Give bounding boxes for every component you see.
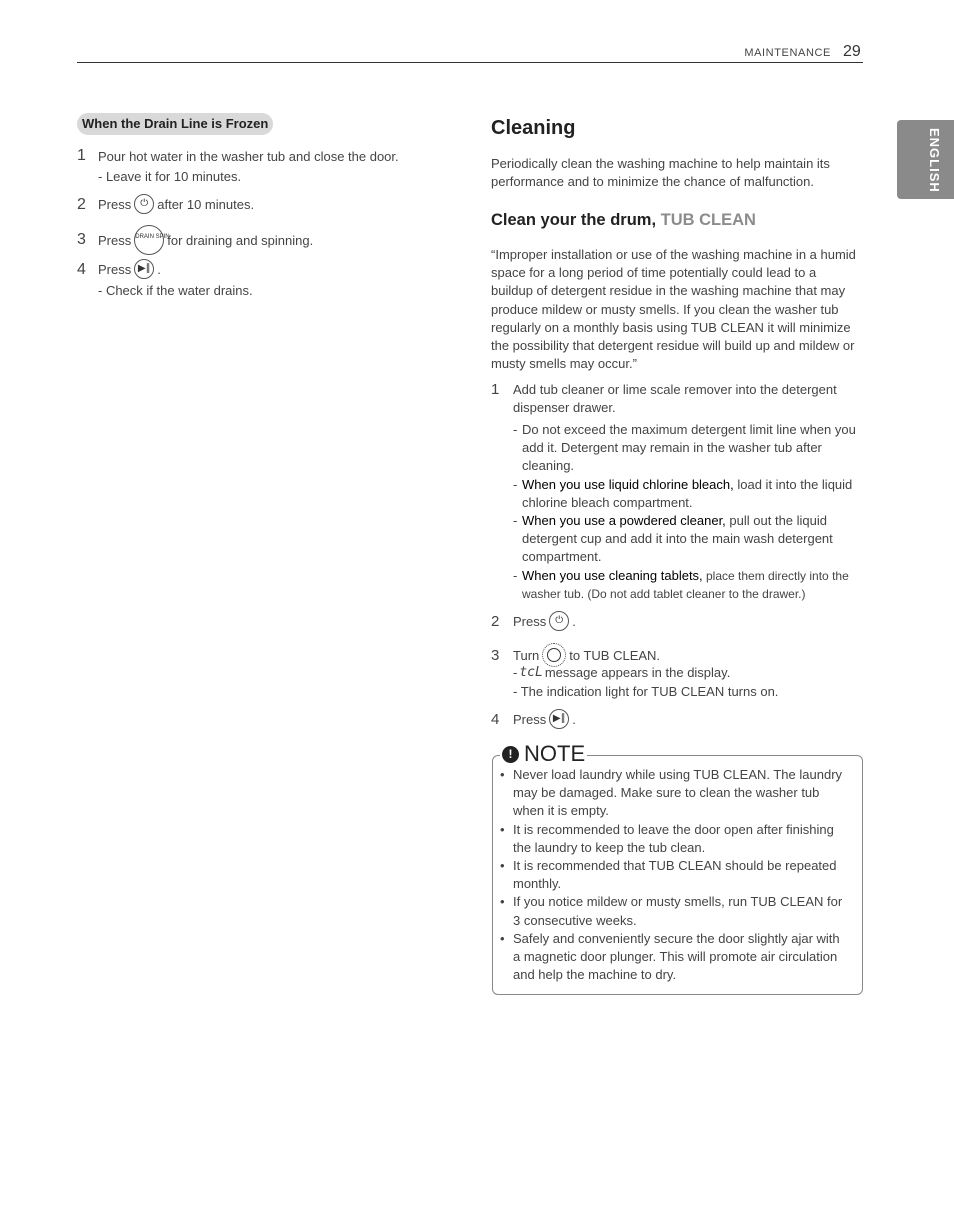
tub-clean-quote: “Improper installation or use of the washing machine in a humid space for a long period of time potentially could lead to a buildup of detergent residue in the washing machine that may produce mildew or musty smells. If you clean the washer tub regularly on a monthly basis using TUB CLEAN it will minimize the possibility that detergent residue will build up and mildew or musty smells may occur.” bbox=[491, 247, 856, 372]
clean-step-row bbox=[513, 643, 660, 667]
drain-step-press-label: Press bbox=[98, 261, 132, 277]
bullet-item: - When you use a powdered cleaner, pull out the liquid detergent cup and add it into the main wash detergent compartment. bbox=[513, 513, 833, 565]
drain-step-text: Pour hot water in the washer tub and close the door. bbox=[98, 149, 399, 164]
bullet-text: Do not exceed the maximum detergent limit line when you add it. Detergent may remain in the washer tub after cleaning. bbox=[522, 422, 856, 474]
drain-step-number: 4 bbox=[77, 261, 86, 278]
clean-step-number: 3 bbox=[491, 647, 500, 664]
clean-step-subrow bbox=[513, 665, 730, 680]
drain-step-number: 2 bbox=[77, 196, 86, 213]
drum-title bbox=[491, 211, 756, 230]
clean-step-after-label: . bbox=[572, 613, 576, 629]
warning-icon: ! bbox=[502, 746, 519, 763]
note-header bbox=[500, 741, 587, 767]
start-pause-button-icon: ▶∥ bbox=[549, 709, 569, 729]
clean-step-row bbox=[513, 611, 576, 631]
bullet-text: pull out the liquid detergent cup and add it into the main wash detergent compartment. bbox=[522, 513, 833, 565]
note-item-text: It is recommended that TUB CLEAN should be repeated monthly. bbox=[513, 858, 837, 892]
note-item: • Never load laundry while using TUB CLEAN. The laundry may be damaged. Make sure to clean the washer tub when it is empty. bbox=[500, 767, 843, 819]
start-pause-button-icon: ▶∥ bbox=[134, 259, 154, 279]
note-item: • It is recommended to leave the door open after finishing the laundry to keep the tub clean. bbox=[500, 821, 834, 855]
clean-step-text: Add tub cleaner or lime scale remover into the detergent dispenser drawer. bbox=[513, 382, 837, 416]
drum-title-accent: TUB CLEAN bbox=[660, 211, 756, 229]
note-item-text: It is recommended to leave the door open after finishing the laundry to keep the tub clean. bbox=[513, 821, 834, 855]
drain-step-number: 1 bbox=[77, 147, 86, 164]
clean-step-bullets bbox=[513, 421, 858, 603]
note-item-text: Safely and conveniently secure the door slightly ajar with a magnetic door plunger. This will promote air circulation and help the machine to dry. bbox=[513, 930, 840, 983]
drain-step-subtext: - Check if the water drains. bbox=[98, 283, 253, 298]
drain-frozen-title: When the Drain Line is Frozen bbox=[77, 113, 273, 135]
cleaning-intro: Periodically clean the washing machine to help maintain its performance and to minimize the chance of malfunction. bbox=[491, 156, 830, 190]
drain-step-after-label: after 10 minutes. bbox=[157, 196, 255, 212]
cycle-dial-icon bbox=[542, 643, 566, 667]
clean-step-after-label: . bbox=[572, 711, 576, 727]
bullet-text: load it into the liquid chlorine bleach compartment. bbox=[522, 476, 853, 510]
clean-step-number: 1 bbox=[491, 381, 500, 398]
power-button-icon: ⏻ bbox=[134, 194, 154, 214]
bullet-bold: When you use cleaning tablets, bbox=[522, 567, 703, 583]
drain-step-row bbox=[98, 259, 161, 279]
drain-step-after-label: for draining and spinning. bbox=[167, 232, 314, 248]
note-item-text: Never load laundry while using TUB CLEAN. The laundry may be damaged. Make sure to clean the washer tub when it is empty. bbox=[513, 767, 843, 819]
note-list bbox=[500, 766, 850, 984]
page-number: 29 bbox=[843, 43, 861, 60]
clean-step-number: 4 bbox=[491, 711, 500, 728]
note-title: NOTE bbox=[524, 741, 586, 766]
clean-step-after-label: to TUB CLEAN. bbox=[569, 647, 661, 663]
note-item-text: If you notice mildew or musty smells, run TUB CLEAN for 3 consecutive weeks. bbox=[513, 894, 843, 928]
drain-spin-button-icon: DRAIN SPIN bbox=[134, 225, 164, 255]
note-item: • If you notice mildew or musty smells, run TUB CLEAN for 3 consecutive weeks. bbox=[500, 894, 843, 928]
display-message-text: message appears in the display. bbox=[544, 665, 731, 680]
clean-step-press-label: Press bbox=[513, 711, 547, 727]
language-tab-label: ENGLISH bbox=[927, 128, 942, 193]
language-tab bbox=[897, 120, 954, 199]
bullet-bold: When you use liquid chlorine bleach, bbox=[522, 476, 734, 492]
drain-step-number: 3 bbox=[77, 231, 86, 248]
clean-step-turn-label: Turn bbox=[513, 647, 540, 663]
cleaning-title: Cleaning bbox=[491, 117, 576, 139]
drain-step-press-label: Press bbox=[98, 196, 132, 212]
display-code: tcL bbox=[519, 665, 543, 680]
drum-title-text: Clean your the drum, bbox=[491, 211, 657, 229]
bullet-item: - When you use cleaning tablets, place them directly into the washer tub. (Do not add tablet cleaner to the drawer.) bbox=[513, 567, 849, 601]
bullet-item: - When you use liquid chlorine bleach, load it into the liquid chlorine bleach compartment. bbox=[513, 476, 853, 510]
header-divider bbox=[77, 62, 863, 63]
bullet-text: place them directly into the washer tub. (Do not add tablet cleaner to the drawer.) bbox=[522, 568, 849, 601]
drain-step-subtext: - Leave it for 10 minutes. bbox=[98, 169, 242, 184]
clean-step-number: 2 bbox=[491, 613, 500, 630]
note-item: • It is recommended that TUB CLEAN should be repeated monthly. bbox=[500, 858, 837, 892]
section-label: MAINTENANCE bbox=[744, 47, 831, 59]
note-item: • Safely and conveniently secure the door slightly ajar with a magnetic door plunger. This will promote air circulation and help the machine to dry. bbox=[500, 930, 840, 983]
clean-step-press-label: Press bbox=[513, 613, 547, 629]
drain-step-row bbox=[98, 225, 313, 255]
drain-step-press-label: Press bbox=[98, 232, 132, 248]
bullet-item: - Do not exceed the maximum detergent limit line when you add it. Detergent may remain in the washer tub after cleaning. bbox=[513, 422, 856, 474]
clean-step-subtext: - The indication light for TUB CLEAN turns on. bbox=[513, 684, 779, 699]
clean-step-row bbox=[513, 709, 576, 729]
drain-step-after-label: . bbox=[157, 261, 161, 277]
power-button-icon: ⏻ bbox=[549, 611, 569, 631]
dash-mark: - bbox=[513, 665, 518, 680]
bullet-bold: When you use a powdered cleaner, bbox=[522, 513, 726, 529]
page-header bbox=[0, 0, 954, 70]
drain-step-row bbox=[98, 194, 254, 214]
